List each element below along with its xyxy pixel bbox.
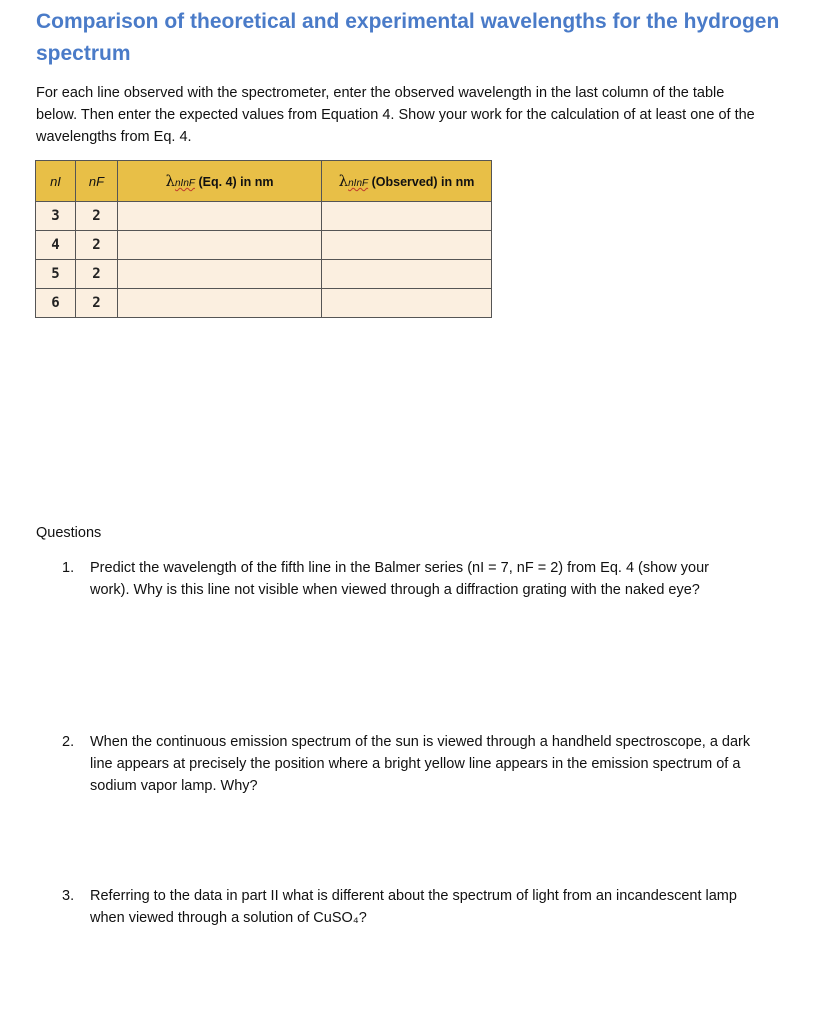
cell-eq4-input[interactable]: [118, 260, 322, 289]
cell-eq4-input[interactable]: [118, 231, 322, 260]
table-row: [36, 260, 492, 289]
question-number: 3.: [62, 888, 75, 904]
questions-heading: Questions: [36, 525, 102, 541]
table-row: [36, 289, 492, 318]
cell-observed-input[interactable]: [322, 260, 492, 289]
header-lambda-observed: [322, 161, 492, 202]
cell-observed-input[interactable]: [322, 231, 492, 260]
cell-ni: 3: [36, 202, 76, 231]
question-number: 1.: [62, 560, 75, 576]
header-observed-label: (Observed) in nm: [368, 175, 475, 189]
cell-observed-input[interactable]: [322, 289, 492, 318]
lambda-symbol: λ: [165, 172, 175, 190]
question-item: [62, 557, 752, 601]
cell-nf: 2: [76, 202, 118, 231]
cell-nf: 2: [76, 289, 118, 318]
lambda-subscript: nInF: [175, 178, 196, 189]
intro-paragraph: For each line observed with the spectrometer, enter the observed wavelength in the last column of the table below. Then enter the expected values from Equation 4. Show your work for the calculation of at least one of the wavelengths from Eq. 4.: [36, 85, 755, 145]
cell-observed-input[interactable]: [322, 202, 492, 231]
table-row: [36, 231, 492, 260]
cell-nf: 2: [76, 231, 118, 260]
question-text: When the continuous emission spectrum of the sun is viewed through a handheld spectroscope, a dark line appears at precisely the position where a bright yellow line appears in the emission spectrum of a sodium vapor lamp. Why?: [90, 734, 751, 794]
cell-nf: 2: [76, 260, 118, 289]
table-row: [36, 202, 492, 231]
cell-ni: 6: [36, 289, 76, 318]
cell-eq4-input[interactable]: [118, 289, 322, 318]
cell-eq4-input[interactable]: [118, 202, 322, 231]
header-ni: nI: [36, 161, 76, 202]
page-title: Comparison of theoretical and experimental wavelengths for the hydrogen spectrum: [36, 10, 780, 65]
question-number: 2.: [62, 734, 75, 750]
question-item: [62, 885, 752, 929]
lambda-subscript: nInF: [348, 178, 369, 189]
header-nf: nF: [76, 161, 118, 202]
question-text: Predict the wavelength of the fifth line in the Balmer series (nI = 7, nF = 2) from Eq. 4 (show your work). Why is this line not visible when viewed through a diffraction grating with the naked eye?: [90, 560, 709, 598]
question-text: Referring to the data in part II what is different about the spectrum of light from an incandescent lamp when viewed through a solution of CuSO₄?: [90, 888, 737, 926]
cell-ni: 5: [36, 260, 76, 289]
wavelength-table: [35, 160, 492, 318]
header-eq4-label: (Eq. 4) in nm: [195, 175, 274, 189]
lambda-symbol: λ: [338, 172, 349, 190]
question-item: [62, 731, 752, 797]
cell-ni: 4: [36, 231, 76, 260]
header-lambda-eq4: [118, 161, 322, 202]
table-header-row: [36, 161, 492, 202]
